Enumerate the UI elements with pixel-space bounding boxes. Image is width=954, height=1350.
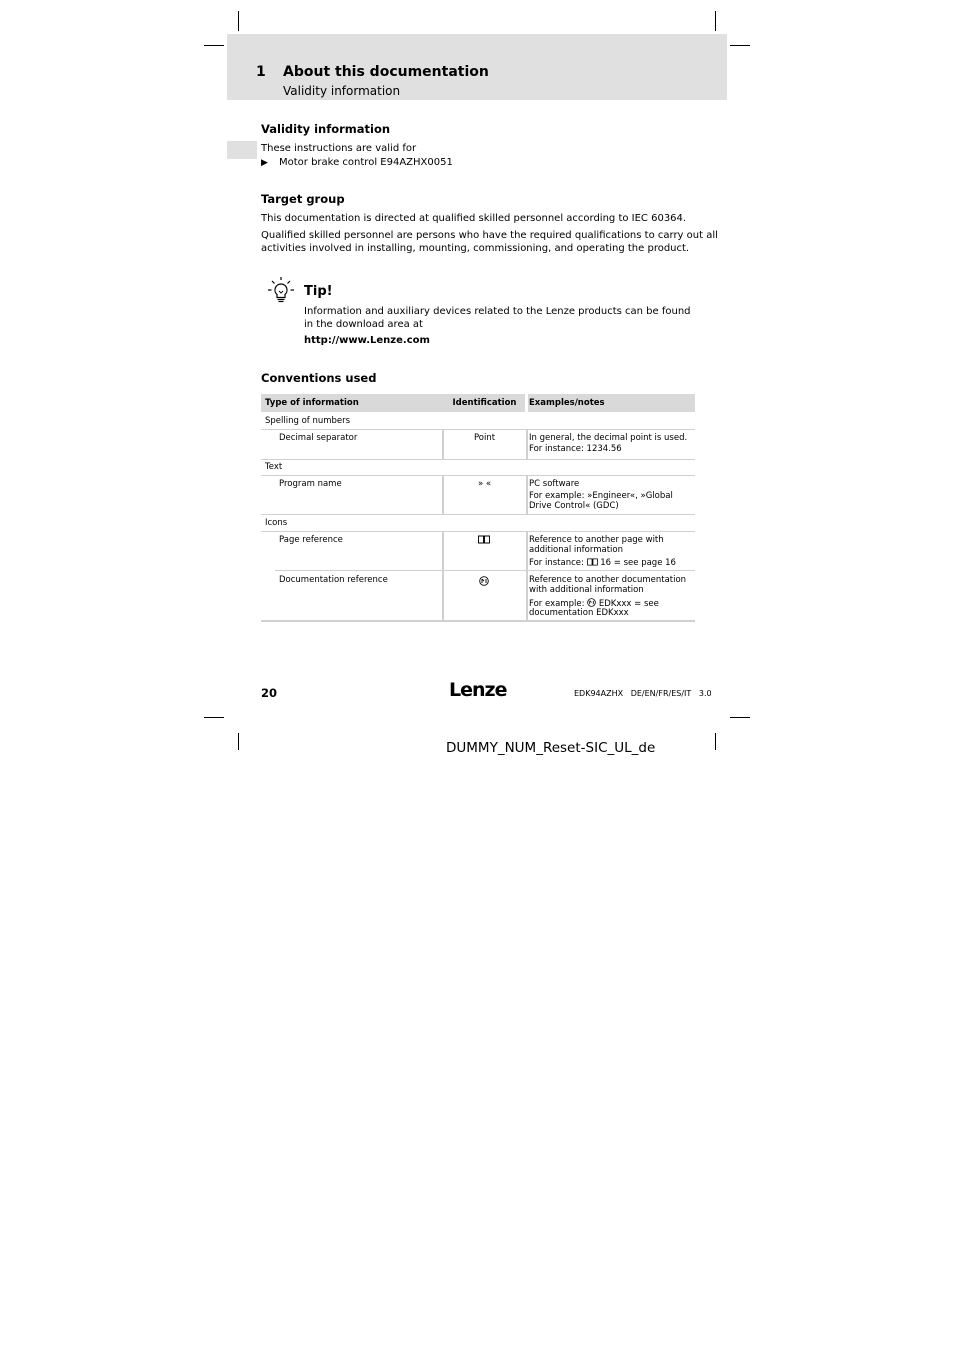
- target-group-heading: Target group: [261, 192, 345, 206]
- row-page-reference-type: Page reference: [279, 535, 343, 545]
- chapter-number: 1: [256, 64, 266, 80]
- book-icon: [587, 558, 598, 566]
- row-decimal-separator-type: Decimal separator: [279, 433, 358, 443]
- lenze-link[interactable]: http://www.Lenze.com: [304, 335, 430, 346]
- validity-heading: Validity information: [261, 122, 391, 136]
- lenze-logo: Lenze: [449, 679, 507, 701]
- row-doc-reference-type: Documentation reference: [279, 575, 388, 585]
- group-label-icons: Icons: [265, 518, 288, 528]
- example-prefix: For example:: [529, 599, 585, 609]
- validity-bullet: [261, 157, 453, 168]
- bullet-text: Motor brake control E94AZHX0051: [279, 157, 453, 168]
- conventions-heading: Conventions used: [261, 371, 377, 385]
- target-group-para2-line1: Qualified skilled personnel are persons who have the required qualifications to carry out all: [261, 230, 718, 241]
- crop-mark: [238, 11, 239, 31]
- group-label-spelling: Spelling of numbers: [265, 416, 351, 426]
- crop-mark: [238, 733, 239, 750]
- example-suffix: 16 = see page 16: [600, 558, 676, 568]
- crop-mark: [715, 11, 716, 31]
- column-header-identification: Identification: [444, 394, 525, 412]
- document-code: EDK94AZHX DE/EN/FR/ES/IT 3.0: [574, 689, 712, 698]
- side-tab: [227, 141, 257, 159]
- group-label-text: Text: [265, 462, 283, 472]
- crop-mark: [730, 717, 750, 718]
- row-program-name-identification: » «: [477, 479, 492, 489]
- row-program-name-note3: Drive Control« (GDC): [529, 501, 619, 511]
- chapter-title: About this documentation: [283, 64, 489, 80]
- crop-mark: [204, 717, 224, 718]
- dummy-label: DUMMY_NUM_Reset-SIC_UL_de: [446, 740, 656, 756]
- crop-mark: [730, 45, 750, 46]
- crop-mark: [715, 733, 716, 750]
- row-program-name-type: Program name: [279, 479, 342, 489]
- tip-text: [304, 305, 694, 331]
- example-prefix: For instance:: [529, 558, 584, 568]
- row-page-reference-note1: Reference to another page with: [529, 535, 664, 545]
- lightbulb-icon: [266, 276, 296, 306]
- page-number: 20: [261, 686, 278, 700]
- row-page-reference-example: [529, 558, 676, 569]
- row-program-name-note2: For example: »Engineer«, »Global: [529, 491, 673, 501]
- row-doc-reference-example-line2: documentation EDKxxx: [529, 608, 629, 618]
- column-header-examples: Examples/notes: [528, 394, 695, 412]
- row-doc-reference-note1: Reference to another documentation: [529, 575, 687, 585]
- book-icon: [478, 535, 490, 544]
- column-header-type: Type of information: [261, 394, 445, 412]
- row-decimal-separator-note1: In general, the decimal point is used.: [529, 433, 688, 443]
- crop-mark: [204, 45, 224, 46]
- row-decimal-separator-identification: Point: [473, 433, 496, 443]
- validity-intro: These instructions are valid for: [261, 143, 417, 154]
- documentation-reference-icon: [587, 598, 596, 607]
- row-doc-reference-note2: with additional information: [529, 585, 644, 595]
- chapter-subtitle: Validity information: [283, 84, 401, 98]
- tip-text-line2: in the download area at: [304, 319, 423, 330]
- target-group-para2-line2: activities involved in installing, mounting, commissioning, and operating the product.: [261, 243, 690, 254]
- example-suffix: EDKxxx = see: [598, 599, 659, 609]
- target-group-para1: This documentation is directed at qualified skilled personnel according to IEC 60364.: [261, 213, 687, 224]
- row-page-reference-note2: additional information: [529, 545, 623, 555]
- documentation-reference-icon: [479, 576, 489, 586]
- bullet-arrow-icon: ▶: [261, 158, 268, 168]
- tip-title: Tip!: [304, 284, 333, 299]
- tip-text-line1: Information and auxiliary devices related to the Lenze products can be found: [304, 306, 691, 317]
- row-program-name-note1: PC software: [529, 479, 580, 489]
- row-decimal-separator-note2: For instance: 1234.56: [529, 444, 622, 454]
